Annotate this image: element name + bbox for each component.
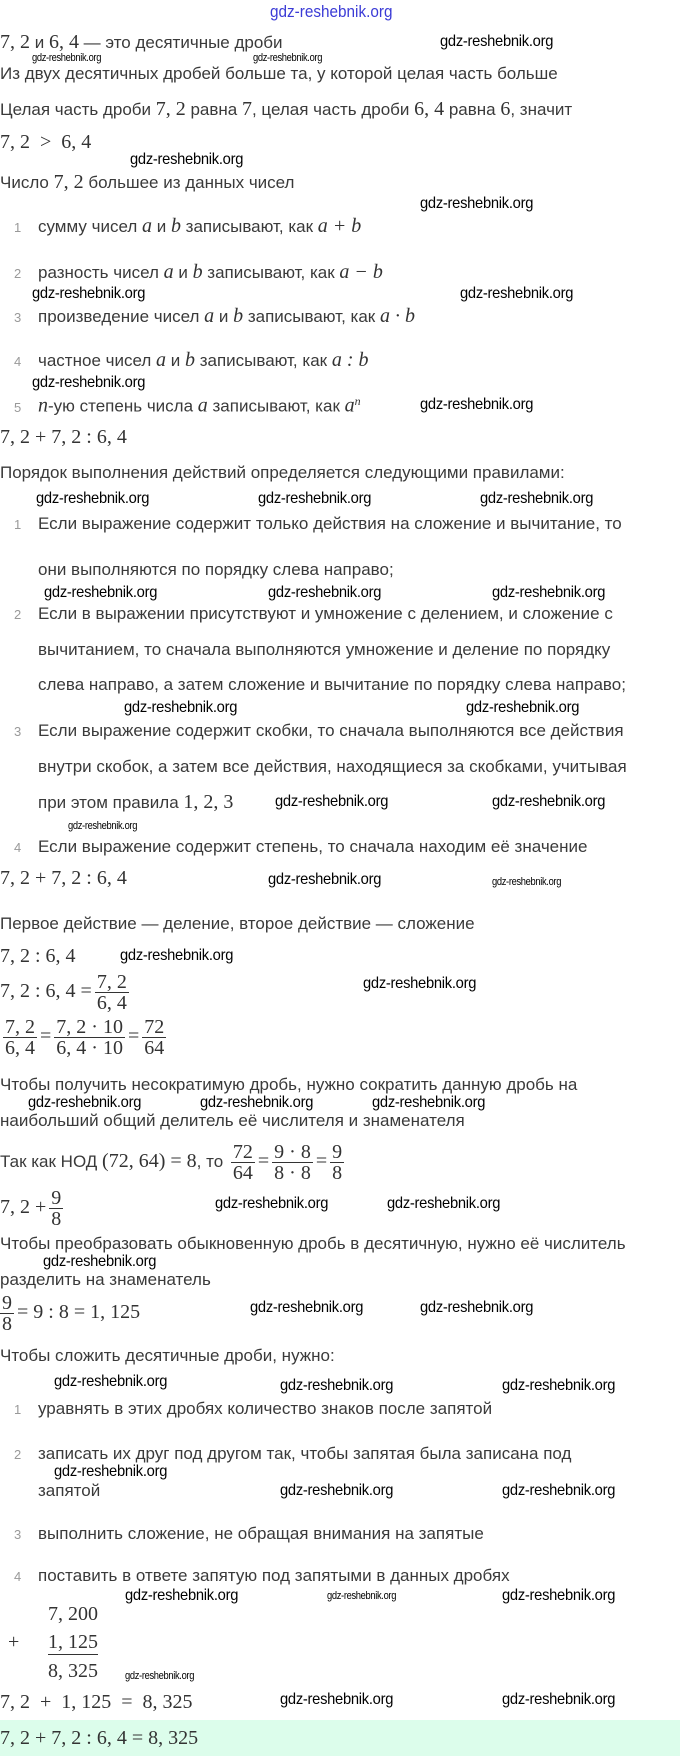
text: вычитанием, то сначала выполняются умножение и деление по порядку — [38, 640, 611, 659]
text: при этом правила — [38, 793, 184, 812]
text: сумму чисел — [38, 217, 142, 236]
fraction — [330, 1142, 344, 1183]
text: записывают, как — [202, 263, 340, 282]
list-item — [0, 514, 622, 535]
watermark: gdz-reshebnik.org — [250, 1299, 364, 1316]
text: Целая часть дроби — [0, 100, 156, 119]
list-item — [0, 1566, 510, 1587]
watermark: gdz-reshebnik.org — [36, 490, 150, 507]
math: 6, 4 — [48, 31, 79, 53]
denominator: 6, 4 — [5, 1037, 35, 1059]
first-action: Первое действие — деление, второе действие — сложение — [0, 914, 475, 933]
watermark: gdz-reshebnik.org — [420, 1299, 534, 1316]
watermark: gdz-reshebnik.org — [215, 1195, 329, 1212]
text: они выполняются по порядку слева направо; — [38, 560, 394, 579]
gcd-line: Так как НОД (72, 64) = 8, то $\frac{72}{64}$ = $\frac{9 \cdot 8}{8 \cdot 8}$ = $\frac{9}{8}$ — [0, 1141, 343, 1184]
denominator: 8 — [51, 1208, 62, 1230]
math: n — [38, 394, 48, 417]
math: 1, 2, 3 — [183, 791, 234, 813]
list-item — [0, 395, 361, 418]
text: Число — [0, 173, 54, 192]
math: b — [192, 261, 203, 283]
fraction — [54, 1017, 125, 1058]
watermark: gdz-reshebnik.org — [492, 793, 606, 810]
math: b — [233, 305, 244, 327]
watermark: gdz-reshebnik.org — [502, 1587, 616, 1604]
list-item — [0, 216, 361, 238]
column-operator: + — [8, 1631, 20, 1653]
watermark: gdz-reshebnik.org — [200, 1094, 314, 1111]
watermark: gdz-reshebnik.org — [502, 1691, 616, 1708]
numerator: 9 · 8 — [274, 1141, 311, 1163]
sum-line: 7, 2 + 1, 125 = 8, 325 — [0, 1691, 193, 1713]
numerator: 7, 2 — [96, 971, 127, 993]
math: (72, 64) = 8 — [102, 1150, 197, 1173]
watermark: gdz-reshebnik.org — [275, 793, 389, 810]
expression: 7, 2 + 7, 2 : 6, 4 — [0, 426, 127, 448]
watermark: gdz-reshebnik.org — [28, 1094, 142, 1111]
watermark: gdz-reshebnik.org — [130, 151, 244, 168]
watermark: gdz-reshebnik.org — [120, 947, 234, 964]
reduce-rule: Чтобы получить несократимую дробь, нужно сократить данную дробь на — [0, 1075, 578, 1094]
text: Если выражение содержит только действия на сложение и вычитание, то — [38, 514, 622, 533]
math: b — [184, 349, 195, 371]
watermark: gdz-reshebnik.org — [492, 876, 562, 888]
list-item — [0, 1524, 484, 1545]
list-item — [0, 1399, 492, 1420]
item-number: 1 — [14, 517, 22, 532]
fraction — [49, 1188, 63, 1229]
text: уравнять в этих дробях количество знаков после запятой — [38, 1399, 493, 1418]
numerator: 72 — [144, 1016, 165, 1038]
item-number: 2 — [14, 607, 22, 622]
watermark: gdz-reshebnik.org — [280, 1377, 394, 1394]
item-number: 1 — [14, 1402, 22, 1417]
math: = 9 : 8 = 1, 125 — [17, 1301, 141, 1324]
math: a — [141, 215, 152, 237]
math: 6, 4 — [414, 98, 445, 120]
order-intro: Порядок выполнения действий определяется следующими правилами: — [0, 463, 565, 482]
watermark: gdz-reshebnik.org — [327, 1590, 397, 1602]
denominator: 8 — [2, 1313, 12, 1335]
text: равна — [185, 100, 242, 119]
watermark: gdz-reshebnik.org — [258, 490, 372, 507]
watermark: gdz-reshebnik.org — [440, 33, 554, 50]
watermark: gdz-reshebnik.org — [280, 1691, 394, 1708]
text — [38, 792, 233, 813]
text: записывают, как — [180, 217, 318, 236]
text: записать их друг под другом так, чтобы запятая была записана под — [38, 1444, 572, 1463]
text: поставить в ответе запятую под запятыми в данных дробях — [38, 1566, 510, 1585]
watermark: gdz-reshebnik.org — [44, 584, 158, 601]
text: разность чисел — [38, 263, 164, 282]
text: большее из данных чисел — [83, 173, 295, 192]
math: 7, 2 — [155, 98, 186, 120]
watermark: gdz-reshebnik.org — [125, 1670, 195, 1682]
fraction — [231, 1142, 255, 1183]
denominator: 8 — [332, 1162, 343, 1184]
watermark: gdz-reshebnik.org — [387, 1195, 501, 1212]
text: выполнить сложение, не обращая внимания на запятые — [38, 1524, 484, 1543]
integer-parts — [0, 99, 572, 120]
text: и — [173, 263, 193, 282]
text: , то — [196, 1152, 228, 1172]
text: записывают, как — [243, 307, 380, 326]
math: 6 — [500, 98, 511, 120]
list-item — [0, 604, 613, 625]
division: 7, 2 : 6, 4 — [0, 945, 76, 967]
item-number: 3 — [14, 1527, 22, 1542]
watermark: gdz-reshebnik.org — [460, 285, 574, 302]
watermark: gdz-reshebnik.org — [280, 1482, 394, 1499]
text: запятой — [38, 1481, 101, 1500]
math: 7 — [241, 98, 252, 120]
text: Если выражение содержит степень, то сначала находим её значение — [38, 837, 588, 856]
math: 7, 2 + — [0, 1196, 47, 1219]
conclusion — [0, 172, 294, 193]
item-number: 2 — [14, 266, 22, 281]
text: и — [214, 307, 234, 326]
denominator: 8 · 8 — [274, 1162, 311, 1184]
column-bottom: 1, 125 — [48, 1631, 98, 1653]
watermark: gdz-reshebnik.org — [54, 1373, 168, 1390]
watermark: gdz-reshebnik.org — [32, 374, 146, 391]
text: Если в выражении присутствуют и умножение с делением, и сложение с — [38, 604, 613, 623]
text: НОД — [60, 1152, 98, 1172]
watermark: gdz-reshebnik.org — [466, 699, 580, 716]
denominator: 6, 4 · 10 — [56, 1037, 123, 1059]
text: Так как — [0, 1152, 61, 1172]
math: a — [204, 305, 215, 327]
watermark: gdz-reshebnik.org — [32, 285, 146, 302]
list-item — [0, 1444, 571, 1465]
reduce-rule: наибольший общий делитель её числителя и знаменателя — [0, 1111, 465, 1130]
text: Если выражение содержит скобки, то сначала выполняются все действия — [38, 721, 624, 740]
item-number: 2 — [14, 1447, 22, 1462]
numerator: 7, 2 — [5, 1016, 35, 1038]
fraction — [0, 1293, 14, 1334]
watermark: gdz-reshebnik.org — [363, 975, 477, 992]
text: и — [30, 33, 49, 52]
fraction — [3, 1017, 37, 1058]
math: 7, 2 — [53, 171, 84, 193]
watermark: gdz-reshebnik.org — [420, 195, 534, 212]
division-fraction — [0, 972, 132, 1013]
math: a · b — [379, 305, 415, 327]
text: частное чисел — [38, 351, 157, 370]
equals: = — [40, 1025, 52, 1048]
column-top: 7, 200 — [48, 1603, 98, 1625]
numerator: 7, 2 · 10 — [56, 1016, 123, 1038]
item-number: 4 — [14, 1569, 22, 1584]
conversion — [0, 1293, 140, 1334]
item-number: 3 — [14, 310, 22, 325]
item-number: 4 — [14, 354, 22, 369]
text: равна — [444, 100, 501, 119]
fraction — [95, 972, 129, 1013]
text: слева направо, а затем сложение и вычитание по порядку слева направо; — [38, 675, 626, 694]
numerator: 9 — [2, 1292, 12, 1314]
item-number: 3 — [14, 724, 22, 739]
numerator: 72 — [232, 1141, 253, 1163]
expression: 7, 2 + 7, 2 : 6, 4 — [0, 867, 127, 889]
math: n — [354, 394, 361, 408]
denominator: 6, 4 — [96, 992, 127, 1014]
text: , целая часть дроби — [251, 100, 415, 119]
watermark: gdz-reshebnik.org — [268, 584, 382, 601]
watermark: gdz-reshebnik.org — [502, 1482, 616, 1499]
math: a + b — [317, 215, 362, 237]
math: a — [163, 261, 174, 283]
math: 7, 2 : 6, 4 = — [0, 980, 92, 1003]
math: a − b — [339, 261, 383, 283]
list-item — [0, 306, 415, 328]
numerator: 9 — [51, 1187, 62, 1209]
math: b — [170, 215, 181, 237]
fraction — [142, 1017, 166, 1058]
sum-with-fraction — [0, 1188, 66, 1229]
column-result: 8, 325 — [48, 1660, 98, 1682]
watermark: gdz-reshebnik.org — [54, 1463, 168, 1480]
convert-rule: Чтобы преобразовать обыкновенную дробь в десятичную, нужно её числитель — [0, 1234, 626, 1253]
denominator: 64 — [232, 1162, 253, 1184]
math: a : b — [331, 349, 369, 371]
list-item — [0, 837, 587, 858]
comparison: 7, 2 > 6, 4 — [0, 131, 92, 153]
header-watermark[interactable]: gdz-reshebnik.org — [270, 2, 393, 21]
watermark: gdz-reshebnik.org — [32, 52, 102, 64]
math: a — [344, 394, 355, 417]
watermark: gdz-reshebnik.org — [43, 1253, 157, 1270]
text: произведение чисел — [38, 307, 205, 326]
text: записывают, как — [207, 396, 345, 416]
numerator: 9 — [332, 1141, 343, 1163]
text: — это десятичные дроби — [78, 33, 283, 52]
list-item — [0, 262, 383, 284]
item-number: 4 — [14, 840, 22, 855]
equals: = — [127, 1025, 140, 1048]
watermark: gdz-reshebnik.org — [125, 1587, 239, 1604]
watermark: gdz-reshebnik.org — [124, 699, 238, 716]
text: и — [151, 217, 171, 236]
item-number: 5 — [14, 399, 22, 415]
text: и — [166, 351, 185, 370]
list-item — [0, 350, 368, 372]
list-item — [0, 721, 624, 742]
watermark: gdz-reshebnik.org — [372, 1094, 486, 1111]
text: записывают, как — [194, 351, 332, 370]
rule-compare: Из двух десятичных дробей больше та, у которой целая часть больше — [0, 64, 558, 83]
watermark: gdz-reshebnik.org — [268, 871, 382, 888]
watermark: gdz-reshebnik.org — [68, 820, 138, 832]
fraction-scaling — [0, 1017, 169, 1058]
convert-rule: разделить на знаменатель — [0, 1270, 211, 1289]
text: внутри скобок, а затем все действия, находящиеся за скобками, учитывая — [38, 757, 627, 776]
math: a — [197, 394, 208, 417]
add-intro: Чтобы сложить десятичные дроби, нужно: — [0, 1346, 335, 1365]
text: -ую степень числа — [48, 396, 198, 416]
math: 7, 2 — [0, 31, 30, 53]
denominator: 64 — [144, 1037, 165, 1059]
final-answer: 7, 2 + 7, 2 : 6, 4 = 8, 325 — [0, 1727, 199, 1749]
watermark: gdz-reshebnik.org — [480, 490, 594, 507]
fraction — [272, 1142, 313, 1183]
item-number: 1 — [14, 220, 22, 235]
watermark: gdz-reshebnik.org — [502, 1377, 616, 1394]
watermark: gdz-reshebnik.org — [420, 396, 534, 413]
statement-decimals — [0, 32, 283, 53]
math: a — [156, 349, 167, 371]
text: , значит — [510, 100, 573, 119]
watermark: gdz-reshebnik.org — [492, 584, 606, 601]
watermark: gdz-reshebnik.org — [253, 52, 323, 64]
